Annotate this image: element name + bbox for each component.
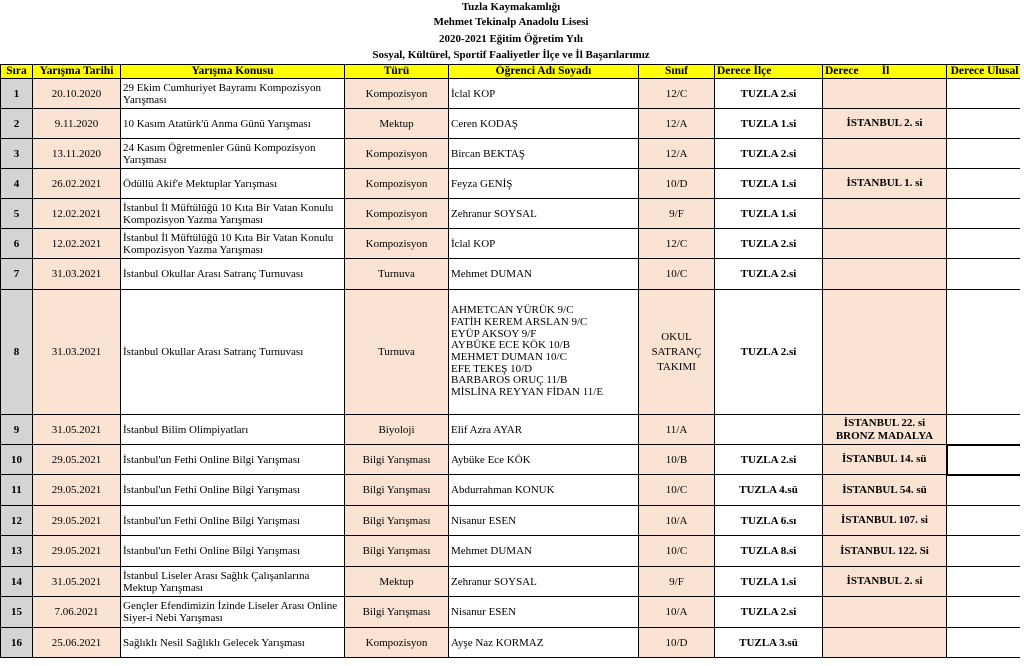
table-row [1,536,1023,567]
cell-sira[interactable]: 16 [1,628,33,658]
cell-derece-ilce[interactable]: TUZLA 1.si [715,567,823,597]
col-header-konu[interactable]: Yarışma Konusu [121,65,345,79]
cell-sinif[interactable]: 10/A [639,597,715,628]
cell-sinif[interactable]: 9/F [639,199,715,229]
cell-ogrenci[interactable]: İclal KOP [449,79,639,109]
cell-sira[interactable]: 14 [1,567,33,597]
cell-derece-ilce[interactable]: TUZLA 2.si [715,597,823,628]
cell-tarih[interactable]: 31.03.2021 [33,259,121,290]
cell-derece-ilce[interactable]: TUZLA 6.sı [715,506,823,536]
cell-konu[interactable]: 10 Kasım Atatürk'ü Anma Günü Yarışması [121,109,345,139]
cell-turu[interactable]: Bilgi Yarışması [345,445,449,475]
table-row [1,79,1023,109]
table-row [1,597,1023,628]
cell-derece-il[interactable]: İSTANBUL 107. si [823,506,947,536]
cell-sira[interactable]: 8 [1,290,33,415]
cell-derece-il[interactable] [823,259,947,290]
table-row [1,506,1023,536]
title-subject: Sosyal, Kültürel, Sportif Faaliyetler İlçe ve İl Başarılarımız [372,49,650,61]
cell-konu[interactable]: İstanbul'un Fethi Online Bilgi Yarışması [121,506,345,536]
cell-derece-ulusal[interactable] [947,290,1023,415]
cell-tarih[interactable]: 9.11.2020 [33,109,121,139]
col-header-sira[interactable]: Sıra [1,65,33,79]
cell-derece-ilce[interactable]: TUZLA 2.si [715,229,823,259]
cell-sinif[interactable]: 10/B [639,445,715,475]
cell-tarih[interactable]: 20.10.2020 [33,79,121,109]
cell-derece-ilce[interactable]: TUZLA 1.si [715,109,823,139]
cell-konu[interactable]: 24 Kasım Öğretmenler Günü Kompozisyon Yarışması [121,139,345,169]
student-name-line: FATİH KEREM ARSLAN 9/C [451,315,588,328]
cell-sira[interactable]: 13 [1,536,33,567]
cell-turu[interactable]: Bilgi Yarışması [345,475,449,506]
table-row [1,139,1023,169]
cell-turu[interactable]: Mektup [345,567,449,597]
cell-sira[interactable]: 11 [1,475,33,506]
cell-konu[interactable]: İstanbul'un Fethi Online Bilgi Yarışması [121,536,345,567]
cell-turu[interactable]: Kompozisyon [345,628,449,658]
cell-derece-ulusal[interactable] [947,567,1023,597]
cell-sinif[interactable]: 9/F [639,567,715,597]
cell-tarih[interactable]: 29.05.2021 [33,445,121,475]
cell-ogrenci[interactable]: Ayşe Naz KORMAZ [449,628,639,658]
cell-derece-ulusal[interactable] [947,415,1023,445]
col-header-il[interactable]: Derece İl [823,65,947,79]
cell-turu[interactable]: Turnuva [345,259,449,290]
cell-sira[interactable]: 12 [1,506,33,536]
cell-ogrenci[interactable]: Elif Azra AYAR [449,415,639,445]
cell-ogrenci[interactable] [449,290,639,415]
cell-derece-il[interactable]: İSTANBUL 22. si BRONZ MADALYA [823,415,947,445]
cell-derece-ulusal[interactable] [947,536,1023,567]
cell-sinif[interactable]: 12/A [639,109,715,139]
student-name-line: EYÜP AKSOY 9/F [451,327,537,340]
cell-turu[interactable]: Bilgi Yarışması [345,597,449,628]
title-year: 2020-2021 Eğitim Öğretim Yılı [439,33,583,45]
cell-derece-ulusal[interactable] [947,109,1023,139]
cell-derece-ulusal[interactable] [947,628,1023,658]
cell-derece-ulusal[interactable] [947,259,1023,290]
cell-tarih[interactable]: 12.02.2021 [33,229,121,259]
cell-sira[interactable]: 9 [1,415,33,445]
table-row [1,445,1023,475]
cell-konu[interactable]: İstanbul Okullar Arası Satranç Turnuvası [121,290,345,415]
cell-derece-ulusal[interactable] [947,139,1023,169]
cell-sira[interactable]: 1 [1,79,33,109]
table-row [1,259,1023,290]
cell-turu[interactable]: Kompozisyon [345,169,449,199]
cell-sira[interactable]: 7 [1,259,33,290]
cell-ogrenci[interactable]: Abdurrahman KONUK [449,475,639,506]
cell-ogrenci[interactable]: Mehmet DUMAN [449,259,639,290]
sheet-edge [1020,0,1024,666]
cell-sira[interactable]: 10 [1,445,33,475]
cell-sira[interactable]: 3 [1,139,33,169]
student-name-line: BARBAROS ORUÇ 11/B [451,374,568,387]
col-header-turu[interactable]: Türü [345,65,449,79]
title-school: Mehmet Tekinalp Anadolu Lisesi [433,16,589,28]
cell-turu[interactable]: Kompozisyon [345,79,449,109]
cell-derece-ilce[interactable]: TUZLA 2.si [715,139,823,169]
cell-sira[interactable]: 6 [1,229,33,259]
cell-derece-il[interactable] [823,628,947,658]
cell-turu[interactable]: Bilgi Yarışması [345,536,449,567]
cell-derece-ulusal[interactable] [947,169,1023,199]
cell-turu[interactable]: Turnuva [345,290,449,415]
col-header-ilce[interactable]: Derece İlçe [715,65,823,79]
cell-tarih[interactable]: 25.06.2021 [33,628,121,658]
cell-derece-il[interactable] [823,290,947,415]
table-row [1,415,1023,445]
cell-konu[interactable]: İstanbul Bilim Olimpiyatları [121,415,345,445]
cell-ogrenci[interactable]: Zehranur SOYSAL [449,567,639,597]
cell-tarih[interactable]: 12.02.2021 [33,199,121,229]
student-name-line: AHMETCAN YÜRÜK 9/C [451,304,574,317]
results-table [0,64,1024,658]
cell-derece-ulusal[interactable] [947,475,1023,506]
col-header-ogrenci[interactable]: Öğrenci Adı Soyadı [449,65,639,79]
cell-derece-ilce[interactable]: TUZLA 3.sü [715,628,823,658]
cell-derece-ulusal[interactable] [947,445,1023,475]
cell-derece-ilce[interactable]: TUZLA 8.si [715,536,823,567]
cell-derece-ulusal[interactable] [947,597,1023,628]
cell-sinif[interactable]: 10/D [639,169,715,199]
table-row [1,229,1023,259]
student-name-line: AYBÜKE ECE KÖK 10/B [451,339,571,352]
table-row [1,628,1023,658]
cell-konu[interactable]: İstanbul Liseler Arası Sağlık Çalışanlarına Mektup Yarışması [121,567,345,597]
cell-sinif[interactable]: 10/C [639,259,715,290]
cell-turu[interactable]: Bilgi Yarışması [345,506,449,536]
table-row [1,475,1023,506]
student-name-line: EFE TEKEŞ 10/D [451,362,533,375]
cell-sira[interactable]: 5 [1,199,33,229]
cell-derece-il[interactable] [823,597,947,628]
cell-derece-ulusal[interactable] [947,199,1023,229]
cell-derece-ilce[interactable]: TUZLA 2.si [715,79,823,109]
cell-derece-ilce[interactable]: TUZLA 4.sü [715,475,823,506]
cell-ogrenci[interactable]: İclal KOP [449,229,639,259]
cell-sinif[interactable]: OKUL SATRANÇ TAKIMI [639,290,715,415]
cell-tarih[interactable]: 29.05.2021 [33,506,121,536]
table-row [1,567,1023,597]
cell-tarih[interactable]: 26.02.2021 [33,169,121,199]
cell-ogrenci[interactable]: Mehmet DUMAN [449,536,639,567]
cell-sinif[interactable]: 10/D [639,628,715,658]
cell-sinif[interactable]: 12/C [639,79,715,109]
cell-ogrenci[interactable]: Ceren KODAŞ [449,109,639,139]
cell-derece-il[interactable] [823,199,947,229]
cell-sira[interactable]: 15 [1,597,33,628]
title-district: Tuzla Kaymakamlığı [461,1,561,13]
cell-ogrenci[interactable]: Aybüke Ece KÖK [449,445,639,475]
cell-derece-ulusal[interactable] [947,229,1023,259]
cell-tarih[interactable]: 29.05.2021 [33,475,121,506]
table-body [1,79,1023,658]
cell-sinif[interactable]: 10/C [639,536,715,567]
cell-turu[interactable]: Kompozisyon [345,229,449,259]
cell-derece-ilce[interactable]: TUZLA 1.si [715,199,823,229]
cell-sira[interactable]: 4 [1,169,33,199]
cell-derece-il[interactable]: İSTANBUL 1. si [823,169,947,199]
cell-konu[interactable]: Sağlıklı Nesil Sağlıklı Gelecek Yarışması [121,628,345,658]
cell-konu[interactable]: Gençler Efendimizin İzinde Liseler Arası Online Siyer-i Nebi Yarışması [121,597,345,628]
cell-derece-il[interactable]: İSTANBUL 2. si [823,567,947,597]
cell-konu[interactable]: İstanbul İl Müftülüğü 10 Kıta Bir Vatan Konulu Kompozisyon Yazma Yarışması [121,199,345,229]
cell-tarih[interactable]: 13.11.2020 [33,139,121,169]
cell-ogrenci[interactable]: Nisanur ESEN [449,597,639,628]
col-header-sinif[interactable]: Sınıf [639,65,715,79]
cell-tarih[interactable]: 7.06.2021 [33,597,121,628]
cell-konu[interactable]: Ödüllü Akif'e Mektuplar Yarışması [121,169,345,199]
cell-tarih[interactable]: 31.03.2021 [33,290,121,415]
col-header-ulusal[interactable]: Derece Ulusal [947,65,1023,79]
cell-derece-il[interactable] [823,79,947,109]
cell-konu[interactable]: İstanbul İl Müftülüğü 10 Kıta Bir Vatan Konulu Kompozisyon Yazma Yarışması [121,229,345,259]
table-row [1,169,1023,199]
header-row [1,65,1023,79]
table-row [1,109,1023,139]
cell-ogrenci[interactable]: Feyza GENİŞ [449,169,639,199]
student-name-line: MEHMET DUMAN 10/C [451,351,567,363]
cell-derece-ilce[interactable]: TUZLA 1.si [715,169,823,199]
cell-sinif[interactable]: 12/A [639,139,715,169]
cell-derece-ilce[interactable]: TUZLA 2.si [715,290,823,415]
cell-derece-ulusal[interactable] [947,506,1023,536]
cell-derece-il[interactable]: İSTANBUL 54. sü [823,475,947,506]
cell-sira[interactable]: 2 [1,109,33,139]
cell-sinif[interactable]: 10/A [639,506,715,536]
student-name-line: MİSLİNA REYYAN FİDAN 11/E [451,386,604,399]
table-row [1,290,1023,415]
cell-konu[interactable]: 29 Ekim Cumhuriyet Bayramı Kompozisyon Yarışması [121,79,345,109]
cell-turu[interactable]: Kompozisyon [345,199,449,229]
cell-derece-ilce[interactable]: TUZLA 2.si [715,445,823,475]
cell-konu[interactable]: İstanbul Okullar Arası Satranç Turnuvası [121,259,345,290]
cell-turu[interactable]: Kompozisyon [345,139,449,169]
cell-derece-il[interactable]: İSTANBUL 122. Si [823,536,947,567]
cell-tarih[interactable]: 29.05.2021 [33,536,121,567]
cell-sinif[interactable]: 12/C [639,229,715,259]
cell-derece-il[interactable] [823,229,947,259]
cell-derece-ilce[interactable]: TUZLA 2.si [715,259,823,290]
cell-derece-il[interactable]: İSTANBUL 2. si [823,109,947,139]
cell-konu[interactable]: İstanbul'un Fethi Online Bilgi Yarışması [121,445,345,475]
col-header-tarih[interactable]: Yarışma Tarihi [33,65,121,79]
cell-turu[interactable]: Biyoloji [345,415,449,445]
cell-ogrenci[interactable]: Zehranur SOYSAL [449,199,639,229]
cell-ogrenci[interactable]: Bircan BEKTAŞ [449,139,639,169]
cell-derece-il[interactable] [823,139,947,169]
cell-ogrenci[interactable]: Nisanur ESEN [449,506,639,536]
table-row [1,199,1023,229]
cell-derece-il[interactable]: İSTANBUL 14. sü [823,445,947,475]
cell-derece-ilce[interactable] [715,415,823,445]
cell-konu[interactable]: İstanbul'un Fethi Online Bilgi Yarışması [121,475,345,506]
cell-tarih[interactable]: 31.05.2021 [33,415,121,445]
cell-tarih[interactable]: 31.05.2021 [33,567,121,597]
cell-derece-ulusal[interactable] [947,79,1023,109]
cell-sinif[interactable]: 10/C [639,475,715,506]
cell-turu[interactable]: Mektup [345,109,449,139]
cell-sinif[interactable]: 11/A [639,415,715,445]
